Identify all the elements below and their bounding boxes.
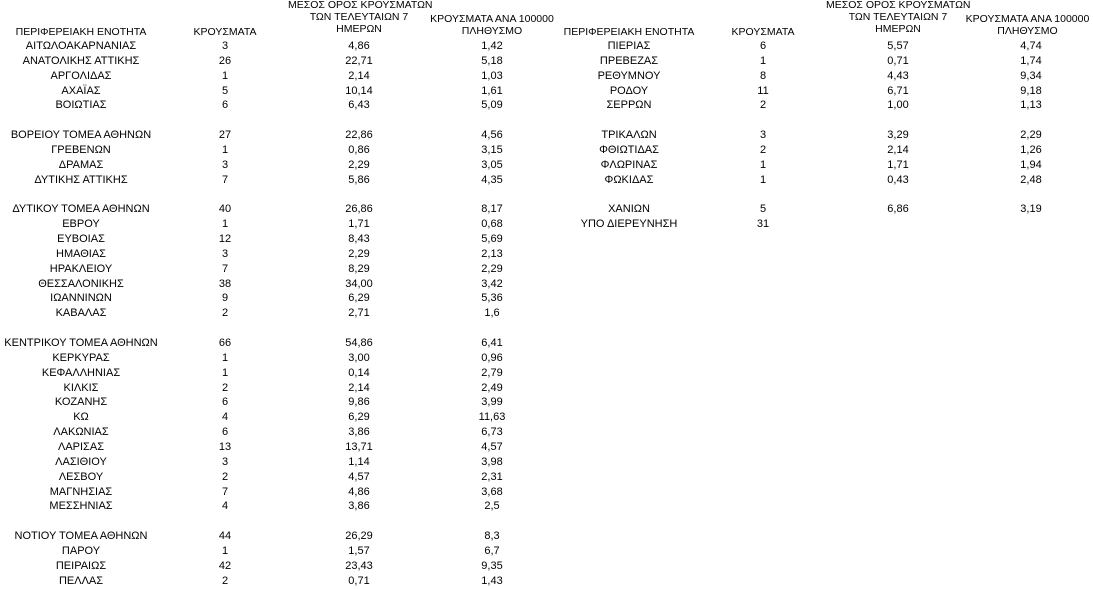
avg7-cell: 1,57 bbox=[348, 544, 370, 557]
table-row bbox=[0, 84, 1093, 99]
region-cell: ΑΝΑΤΟΛΙΚΗΣ ΑΤΤΙΚΗΣ bbox=[22, 54, 140, 67]
per100k-cell: 2,29 bbox=[481, 262, 503, 275]
left-header-cases: ΚΡΟΥΣΜΑΤΑ bbox=[193, 26, 257, 38]
avg7-cell: 6,43 bbox=[348, 99, 370, 112]
per100k-cell: 4,74 bbox=[1020, 40, 1042, 52]
table-row bbox=[0, 321, 1093, 336]
per100k-cell: 3,98 bbox=[481, 455, 503, 468]
avg7-cell: 2,29 bbox=[348, 158, 370, 171]
per100k-cell: 8,17 bbox=[481, 203, 503, 216]
avg7-cell: 6,29 bbox=[348, 411, 370, 424]
cases-cell: 11 bbox=[757, 84, 769, 97]
left-header-avg bbox=[288, 0, 433, 35]
left-header-avg-line1: ΜΕΣΟΣ ΟΡΟΣ ΚΡΟΥΣΜΑΤΩΝ bbox=[288, 0, 433, 11]
per100k-cell: 3,68 bbox=[481, 485, 503, 498]
cases-cell: 12 bbox=[218, 233, 232, 246]
per100k-cell: 0,68 bbox=[481, 218, 503, 231]
right-header-avg bbox=[826, 0, 970, 35]
avg7-cell: 22,86 bbox=[345, 129, 373, 142]
per100k-cell: 6,73 bbox=[481, 426, 503, 439]
region-cell: ΠΙΕΡΙΑΣ bbox=[607, 40, 651, 52]
avg7-cell: 6,71 bbox=[887, 84, 909, 97]
avg7-cell: 1,71 bbox=[348, 218, 370, 231]
region-cell: ΛΑΚΩΝΙΑΣ bbox=[53, 426, 109, 439]
table-row bbox=[0, 143, 1093, 158]
region-cell: ΚΕΡΚΥΡΑΣ bbox=[52, 351, 110, 364]
per100k-cell: 8,3 bbox=[484, 530, 500, 543]
avg7-cell: 6,86 bbox=[887, 203, 909, 216]
avg7-cell: 0,14 bbox=[348, 366, 370, 379]
cases-cell: 2 bbox=[221, 307, 229, 320]
table-row bbox=[0, 395, 1093, 410]
avg7-cell: 9,86 bbox=[348, 396, 370, 409]
table-row bbox=[0, 188, 1093, 203]
region-cell: ΔΡΑΜΑΣ bbox=[58, 158, 104, 171]
cases-cell: 6 bbox=[221, 396, 229, 409]
region-cell: ΑΙΤΩΛΟΑΚΑΡΝΑΝΙΑΣ bbox=[25, 40, 137, 52]
avg7-cell: 23,43 bbox=[345, 559, 373, 572]
right-header-per100k-line1: ΚΡΟΥΣΜΑΤΑ ΑΝΑ 100000 bbox=[965, 13, 1090, 25]
region-cell: ΡΟΔΟΥ bbox=[609, 84, 649, 97]
per100k-cell: 5,69 bbox=[481, 233, 503, 246]
avg7-cell: 10,14 bbox=[345, 84, 373, 97]
left-header-per100k-line2: ΠΛΗΘΥΣΜΟ bbox=[461, 25, 523, 37]
table-row bbox=[0, 381, 1093, 396]
region-cell: ΛΑΣΙΘΙΟΥ bbox=[55, 455, 107, 468]
cases-cell: 2 bbox=[221, 470, 229, 483]
cases-cell: 3 bbox=[221, 40, 229, 52]
per100k-cell: 4,56 bbox=[481, 129, 503, 142]
per100k-cell: 1,43 bbox=[481, 574, 503, 587]
cases-cell: 13 bbox=[218, 440, 232, 453]
per100k-cell: 0,96 bbox=[481, 351, 503, 364]
region-cell: ΦΛΩΡΙΝΑΣ bbox=[600, 158, 658, 171]
per100k-cell: 9,18 bbox=[1020, 84, 1042, 97]
region-cell: ΑΧΑΪΑΣ bbox=[61, 84, 101, 97]
region-cell: ΓΡΕΒΕΝΩΝ bbox=[51, 143, 111, 156]
avg7-cell: 13,71 bbox=[345, 440, 373, 453]
avg7-cell: 4,86 bbox=[348, 485, 370, 498]
cases-cell: 8 bbox=[759, 69, 767, 82]
region-cell: ΙΩΑΝΝΙΝΩΝ bbox=[50, 292, 112, 305]
left-header-region: ΠΕΡΙΦΕΡΕΙΑΚΗ ΕΝΟΤΗΤΑ bbox=[15, 26, 147, 38]
avg7-cell: 2,14 bbox=[348, 69, 370, 82]
per100k-cell: 2,5 bbox=[484, 500, 500, 513]
cases-cell: 7 bbox=[221, 173, 229, 186]
cases-cell: 44 bbox=[218, 530, 232, 543]
avg7-cell: 4,57 bbox=[348, 470, 370, 483]
region-cell: ΔΥΤΙΚΗΣ ΑΤΤΙΚΗΣ bbox=[34, 173, 128, 186]
avg7-cell: 4,86 bbox=[348, 40, 370, 52]
avg7-cell: 3,86 bbox=[348, 500, 370, 513]
cases-cell: 6 bbox=[221, 99, 229, 112]
cases-cell: 1 bbox=[221, 143, 229, 156]
table-row bbox=[0, 485, 1093, 500]
per100k-cell: 6,7 bbox=[484, 544, 500, 557]
left-header-avg-line3: ΗΜΕΡΩΝ bbox=[336, 23, 382, 35]
per100k-cell: 2,29 bbox=[1020, 129, 1042, 142]
per100k-cell: 2,49 bbox=[481, 381, 503, 394]
avg7-cell: 1,00 bbox=[887, 99, 909, 112]
region-cell: ΦΘΙΩΤΙΔΑΣ bbox=[599, 143, 659, 156]
region-cell: ΛΕΣΒΟΥ bbox=[58, 470, 104, 483]
region-cell: ΚΕΦΑΛΛΗΝΙΑΣ bbox=[41, 366, 121, 379]
right-header-avg-line1: ΜΕΣΟΣ ΟΡΟΣ ΚΡΟΥΣΜΑΤΩΝ bbox=[826, 0, 971, 11]
table-row bbox=[0, 232, 1093, 247]
cases-cell: 3 bbox=[221, 247, 229, 260]
cases-cell: 2 bbox=[221, 574, 229, 587]
table-row bbox=[0, 247, 1093, 262]
table-row bbox=[0, 277, 1093, 292]
table-row bbox=[0, 128, 1093, 143]
region-cell: ΥΠΟ ΔΙΕΡΕΥΝΗΣΗ bbox=[580, 218, 678, 231]
cases-cell: 7 bbox=[221, 262, 229, 275]
region-cell: ΠΡΕΒΕΖΑΣ bbox=[599, 54, 659, 67]
right-header-cases: ΚΡΟΥΣΜΑΤΑ bbox=[731, 26, 795, 38]
table-row bbox=[0, 574, 1093, 589]
per100k-cell: 1,94 bbox=[1020, 158, 1042, 171]
per100k-cell: 2,48 bbox=[1020, 173, 1042, 186]
table-row bbox=[0, 291, 1093, 306]
cases-cell: 2 bbox=[759, 99, 767, 112]
left-header-per100k-line1: ΚΡΟΥΣΜΑΤΑ ΑΝΑ 100000 bbox=[430, 13, 554, 25]
avg7-cell: 2,71 bbox=[348, 307, 370, 320]
per100k-cell: 2,31 bbox=[481, 470, 503, 483]
cases-cell: 5 bbox=[221, 84, 229, 97]
cases-cell: 3 bbox=[759, 129, 767, 142]
avg7-cell: 34,00 bbox=[345, 277, 373, 290]
cases-cell: 1 bbox=[221, 69, 229, 82]
avg7-cell: 0,86 bbox=[348, 143, 370, 156]
cases-cell: 42 bbox=[218, 559, 232, 572]
avg7-cell: 5,86 bbox=[348, 173, 370, 186]
avg7-cell: 26,29 bbox=[345, 530, 373, 543]
per100k-cell: 11,63 bbox=[478, 411, 506, 424]
cases-cell: 2 bbox=[221, 381, 229, 394]
region-cell: ΝΟΤΙΟΥ ΤΟΜΕΑ ΑΘΗΝΩΝ bbox=[14, 530, 148, 543]
table-row bbox=[0, 173, 1093, 188]
region-cell: ΕΥΒΟΙΑΣ bbox=[57, 233, 105, 246]
cases-cell: 3 bbox=[221, 455, 229, 468]
table-row bbox=[0, 217, 1093, 232]
region-cell: ΚΩ bbox=[73, 411, 89, 424]
per100k-cell: 3,19 bbox=[1020, 203, 1042, 216]
avg7-cell: 2,14 bbox=[348, 381, 370, 394]
avg7-cell: 0,71 bbox=[348, 574, 370, 587]
cases-cell: 5 bbox=[759, 203, 767, 216]
per100k-cell: 3,42 bbox=[481, 277, 503, 290]
region-cell: ΒΟΡΕΙΟΥ ΤΟΜΕΑ ΑΘΗΝΩΝ bbox=[10, 129, 152, 142]
avg7-cell: 22,71 bbox=[345, 54, 373, 67]
region-cell: ΘΕΣΣΑΛΟΝΙΚΗΣ bbox=[38, 277, 124, 290]
region-cell: ΠΕΙΡΑΙΩΣ bbox=[55, 559, 107, 572]
region-cell: ΚΕΝΤΡΙΚΟΥ ΤΟΜΕΑ ΑΘΗΝΩΝ bbox=[4, 337, 158, 349]
cases-cell: 6 bbox=[221, 426, 229, 439]
table-row bbox=[0, 470, 1093, 485]
region-cell: ΔΥΤΙΚΟΥ ΤΟΜΕΑ ΑΘΗΝΩΝ bbox=[12, 203, 150, 216]
per100k-cell: 1,03 bbox=[481, 69, 503, 82]
region-cell: ΒΟΙΩΤΙΑΣ bbox=[55, 99, 107, 112]
region-cell: ΚΟΖΑΝΗΣ bbox=[54, 396, 108, 409]
table-row bbox=[0, 98, 1093, 113]
table-row bbox=[0, 499, 1093, 514]
table-row bbox=[0, 425, 1093, 440]
right-header-per100k bbox=[962, 13, 1093, 37]
right-header-per100k-line2: ΠΛΗΘΥΣΜΟ bbox=[997, 25, 1058, 37]
avg7-cell: 6,29 bbox=[348, 292, 370, 305]
table-row bbox=[0, 113, 1093, 128]
per100k-cell: 2,13 bbox=[481, 247, 503, 260]
per100k-cell: 3,99 bbox=[481, 396, 503, 409]
cases-cell: 1 bbox=[221, 366, 229, 379]
table-row bbox=[0, 410, 1093, 425]
avg7-cell: 54,86 bbox=[345, 337, 373, 349]
table-row bbox=[0, 529, 1093, 544]
per100k-cell: 5,18 bbox=[481, 54, 503, 67]
table-row bbox=[0, 366, 1093, 381]
region-cell: ΜΑΓΝΗΣΙΑΣ bbox=[49, 485, 113, 498]
region-cell: ΚΑΒΑΛΑΣ bbox=[55, 307, 107, 320]
table-row bbox=[0, 39, 1093, 54]
region-cell: ΧΑΝΙΩΝ bbox=[608, 203, 650, 216]
cases-cell: 66 bbox=[218, 337, 232, 349]
cases-cell: 4 bbox=[221, 500, 229, 513]
region-cell: ΣΕΡΡΩΝ bbox=[606, 99, 652, 112]
cases-cell: 7 bbox=[221, 485, 229, 498]
per100k-cell: 1,13 bbox=[1020, 99, 1042, 112]
table-row bbox=[0, 440, 1093, 455]
region-cell: ΗΜΑΘΙΑΣ bbox=[56, 247, 106, 260]
cases-cell: 1 bbox=[759, 54, 767, 67]
cases-cell: 27 bbox=[218, 129, 232, 142]
cases-cell: 38 bbox=[218, 277, 232, 290]
right-header-avg-line3: ΗΜΕΡΩΝ bbox=[875, 23, 921, 35]
cases-cell: 31 bbox=[756, 218, 770, 231]
avg7-cell: 8,29 bbox=[348, 262, 370, 275]
per100k-cell: 1,6 bbox=[484, 307, 500, 320]
cases-cell: 1 bbox=[221, 218, 229, 231]
avg7-cell: 3,29 bbox=[887, 129, 909, 142]
right-header-region: ΠΕΡΙΦΕΡΕΙΑΚΗ ΕΝΟΤΗΤΑ bbox=[563, 26, 695, 38]
cases-cell: 1 bbox=[221, 544, 229, 557]
left-header-per100k bbox=[424, 13, 560, 37]
per100k-cell: 1,42 bbox=[481, 40, 503, 52]
table-row bbox=[0, 69, 1093, 84]
table-row bbox=[0, 455, 1093, 470]
region-cell: ΕΒΡΟΥ bbox=[62, 218, 100, 231]
table-row bbox=[0, 514, 1093, 529]
avg7-cell: 2,14 bbox=[887, 143, 909, 156]
per100k-cell: 9,35 bbox=[481, 559, 503, 572]
cases-cell: 2 bbox=[759, 143, 767, 156]
per100k-cell: 9,34 bbox=[1020, 69, 1042, 82]
avg7-cell: 5,57 bbox=[887, 40, 909, 52]
table-row bbox=[0, 54, 1093, 69]
per100k-cell: 5,09 bbox=[481, 99, 503, 112]
region-cell: ΠΑΡΟΥ bbox=[61, 544, 101, 557]
per100k-cell: 1,74 bbox=[1020, 54, 1042, 67]
cases-cell: 9 bbox=[221, 292, 229, 305]
avg7-cell: 8,43 bbox=[348, 233, 370, 246]
avg7-cell: 1,71 bbox=[887, 158, 909, 171]
table-row bbox=[0, 158, 1093, 173]
region-cell: ΑΡΓΟΛΙΔΑΣ bbox=[50, 69, 112, 82]
per100k-cell: 4,57 bbox=[481, 440, 503, 453]
region-cell: ΤΡΙΚΑΛΩΝ bbox=[601, 129, 657, 142]
per100k-cell: 5,36 bbox=[481, 292, 503, 305]
cases-cell: 6 bbox=[759, 40, 767, 52]
avg7-cell: 2,29 bbox=[348, 247, 370, 260]
per100k-cell: 1,61 bbox=[481, 84, 503, 97]
avg7-cell: 3,00 bbox=[348, 351, 370, 364]
left-header-avg-line2: ΤΩΝ ΤΕΛΕΥΤΑΙΩΝ 7 bbox=[309, 11, 409, 23]
region-cell: ΡΕΘΥΜΝΟΥ bbox=[597, 69, 661, 82]
avg7-cell: 4,43 bbox=[887, 69, 909, 82]
cases-cell: 1 bbox=[759, 173, 767, 186]
region-cell: ΠΕΛΛΑΣ bbox=[58, 574, 104, 587]
table-row bbox=[0, 336, 1093, 351]
per100k-cell: 2,79 bbox=[481, 366, 503, 379]
region-cell: ΜΕΣΣΗΝΙΑΣ bbox=[49, 500, 113, 513]
per100k-cell: 3,05 bbox=[481, 158, 503, 171]
avg7-cell: 1,14 bbox=[348, 455, 370, 468]
cases-cell: 4 bbox=[221, 411, 229, 424]
per100k-cell: 1,26 bbox=[1020, 143, 1042, 156]
table-row bbox=[0, 351, 1093, 366]
region-cell: ΗΡΑΚΛΕΙΟΥ bbox=[49, 262, 113, 275]
per100k-cell: 4,35 bbox=[481, 173, 503, 186]
avg7-cell: 0,43 bbox=[887, 173, 909, 186]
table-row bbox=[0, 306, 1093, 321]
table-row bbox=[0, 202, 1093, 217]
cases-cell: 3 bbox=[221, 158, 229, 171]
cases-cell: 40 bbox=[218, 203, 232, 216]
table-row bbox=[0, 262, 1093, 277]
avg7-cell: 0,71 bbox=[887, 54, 909, 67]
per100k-cell: 6,41 bbox=[481, 337, 503, 349]
cases-cell: 26 bbox=[218, 54, 232, 67]
table-row bbox=[0, 559, 1093, 574]
cases-cell: 1 bbox=[221, 351, 229, 364]
right-header-avg-line2: ΤΩΝ ΤΕΛΕΥΤΑΙΩΝ 7 bbox=[848, 11, 948, 23]
table-row bbox=[0, 544, 1093, 559]
avg7-cell: 3,86 bbox=[348, 426, 370, 439]
region-cell: ΦΩΚΙΔΑΣ bbox=[604, 173, 654, 186]
region-cell: ΛΑΡΙΣΑΣ bbox=[57, 440, 104, 453]
cases-cell: 1 bbox=[759, 158, 767, 171]
avg7-cell: 26,86 bbox=[345, 203, 373, 216]
per100k-cell: 3,15 bbox=[481, 143, 503, 156]
region-cell: ΚΙΛΚΙΣ bbox=[63, 381, 99, 394]
